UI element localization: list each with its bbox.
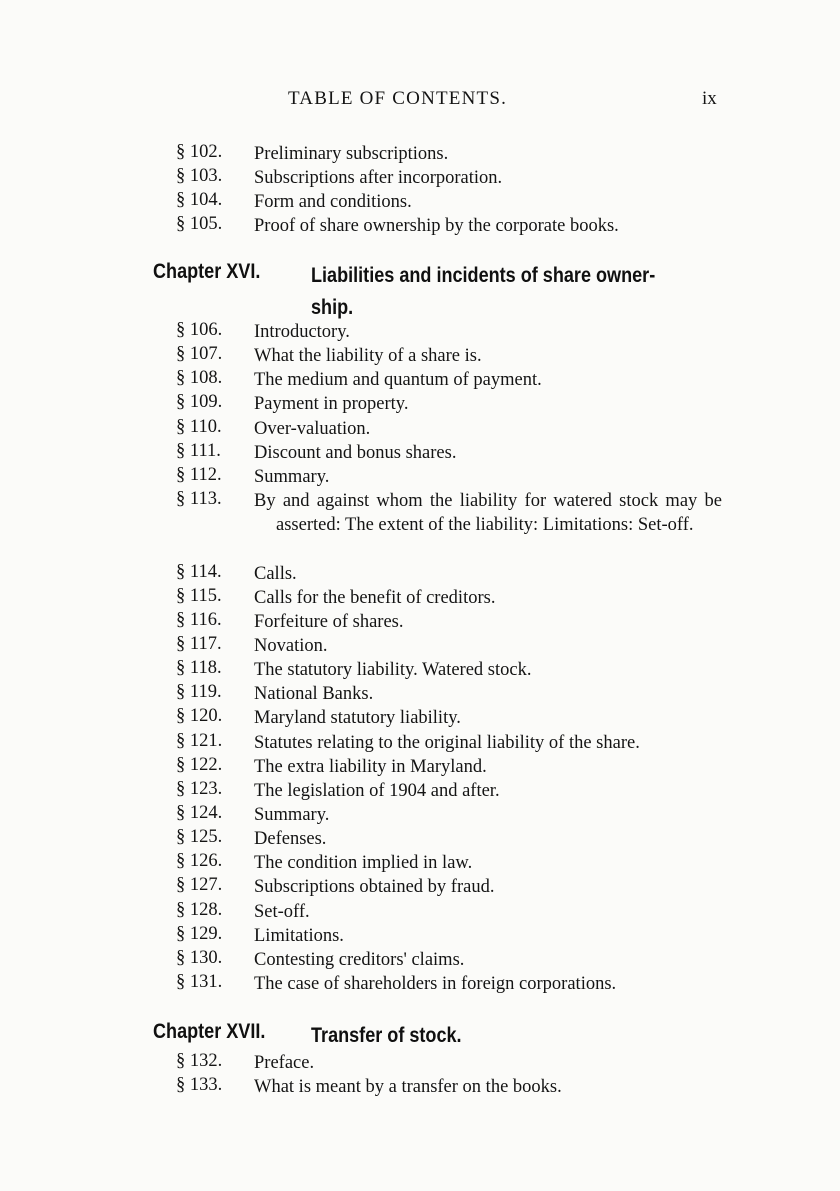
section-title: The legislation of 1904 and after. xyxy=(254,781,500,801)
section-number: § 127. xyxy=(176,875,223,895)
section-number: § 131. xyxy=(176,972,223,992)
section-title: The statutory liability. Watered stock. xyxy=(254,660,532,680)
page-number: ix xyxy=(702,88,717,109)
section-title: By and against whom the liability for watered stock may be asserted: The extent of the liability: Limitations: Set-off. xyxy=(254,491,722,536)
section-title: Payment in property. xyxy=(254,394,409,414)
section-title: Forfeiture of shares. xyxy=(254,612,404,632)
section-number: § 121. xyxy=(176,731,223,751)
section-number: § 120. xyxy=(176,706,223,726)
section-number: § 130. xyxy=(176,948,223,968)
section-number: § 113. xyxy=(176,489,222,509)
section-number: § 119. xyxy=(176,682,222,702)
section-title: Discount and bonus shares. xyxy=(254,443,457,463)
section-number: § 109. xyxy=(176,392,223,412)
section-number: § 128. xyxy=(176,900,223,920)
section-number: § 107. xyxy=(176,344,223,364)
chapter-label: Chapter XVII. xyxy=(153,1020,266,1043)
section-number: § 133. xyxy=(176,1075,223,1095)
section-title: Subscriptions after incorporation. xyxy=(254,168,503,188)
section-title: What is meant by a transfer on the books. xyxy=(254,1077,562,1097)
section-title: Form and conditions. xyxy=(254,192,412,212)
page-title: TABLE OF CONTENTS. xyxy=(288,88,508,109)
section-title: The medium and quantum of payment. xyxy=(254,370,542,390)
section-number: § 125. xyxy=(176,827,223,847)
section-title: Novation. xyxy=(254,636,328,656)
section-title: Summary. xyxy=(254,805,330,825)
chapter-title: Liabilities and incidents of share owner-ship. xyxy=(311,264,656,319)
section-number: § 108. xyxy=(176,368,223,388)
section-number: § 115. xyxy=(176,586,222,606)
section-number: § 123. xyxy=(176,779,223,799)
section-number: § 114. xyxy=(176,562,222,582)
section-title: What the liability of a share is. xyxy=(254,346,482,366)
section-number: § 111. xyxy=(176,441,221,461)
section-title: Preface. xyxy=(254,1053,315,1073)
section-number: § 124. xyxy=(176,803,223,823)
section-title: Subscriptions obtained by fraud. xyxy=(254,877,495,897)
section-number: § 118. xyxy=(176,658,222,678)
chapter-label: Chapter XVI. xyxy=(153,260,261,283)
section-number: § 129. xyxy=(176,924,223,944)
section-number: § 117. xyxy=(176,634,222,654)
section-title: Maryland statutory liability. xyxy=(254,708,461,728)
section-title: Proof of share ownership by the corporate books. xyxy=(254,216,619,236)
section-title: Defenses. xyxy=(254,829,327,849)
section-title: Contesting creditors' claims. xyxy=(254,950,465,970)
section-title: Calls for the benefit of creditors. xyxy=(254,588,496,608)
section-title: Preliminary subscriptions. xyxy=(254,144,449,164)
section-title: Set-off. xyxy=(254,902,310,922)
section-title: Over-valuation. xyxy=(254,419,371,439)
section-number: § 126. xyxy=(176,851,223,871)
section-title: The condition implied in law. xyxy=(254,853,473,873)
section-number: § 122. xyxy=(176,755,223,775)
section-title: Limitations. xyxy=(254,926,344,946)
section-title: The extra liability in Maryland. xyxy=(254,757,487,777)
section-number: § 102. xyxy=(176,142,223,162)
section-title: National Banks. xyxy=(254,684,374,704)
chapter-title: Transfer of stock. xyxy=(311,1024,462,1047)
section-number: § 112. xyxy=(176,465,222,485)
section-number: § 110. xyxy=(176,417,222,437)
section-number: § 132. xyxy=(176,1051,223,1071)
section-title: Introductory. xyxy=(254,322,350,342)
section-title: The case of shareholders in foreign corporations. xyxy=(254,974,617,994)
section-number: § 103. xyxy=(176,166,223,186)
section-number: § 105. xyxy=(176,214,223,234)
section-number: § 104. xyxy=(176,190,223,210)
section-number: § 106. xyxy=(176,320,223,340)
section-title: Calls. xyxy=(254,564,297,584)
running-header xyxy=(0,88,840,116)
section-title: Statutes relating to the original liability of the share. xyxy=(254,733,640,753)
section-number: § 116. xyxy=(176,610,222,630)
section-title: Summary. xyxy=(254,467,330,487)
